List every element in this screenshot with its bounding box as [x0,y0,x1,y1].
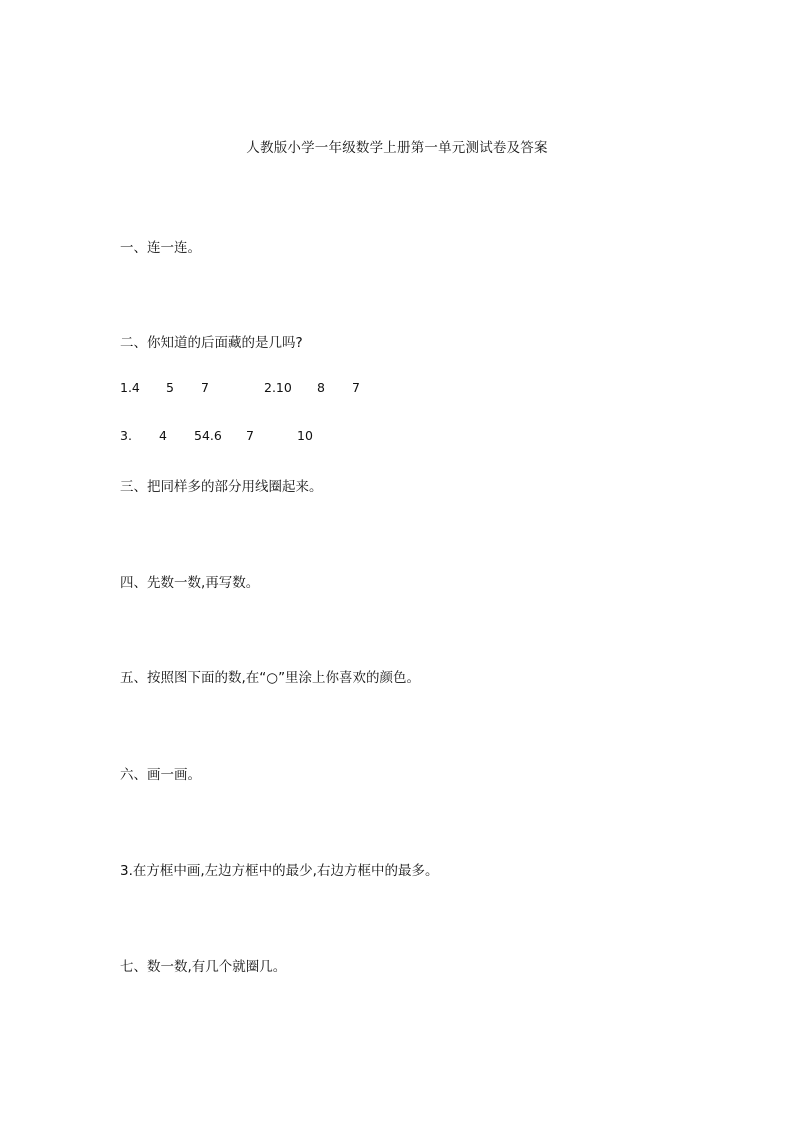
number-cell: 7 [246,428,254,443]
number-cell: 7 [352,380,360,395]
document-title: 人教版小学一年级数学上册第一单元测试卷及答案 [246,140,548,156]
question-3: 三、把同样多的部分用线圈起来。 [120,479,323,495]
question-5: 五、按照图下面的数,在“○”里涂上你喜欢的颜色。 [120,670,421,686]
number-cell: 5 [166,380,174,395]
question-7: 七、数一数,有几个就圈几。 [120,959,287,975]
question-1: 一、连一连。 [120,240,201,256]
number-cell: 3. [120,428,132,443]
number-cell: 10 [297,428,313,443]
number-cell: 8 [317,380,325,395]
number-cell: 4 [159,428,167,443]
number-cell: 7 [201,380,209,395]
number-cell: 1.4 [120,380,140,395]
question-2: 二、你知道的后面藏的是几吗? [120,335,303,351]
number-cell: 2.10 [264,380,292,395]
question-6-item-3: 3.在方框中画,左边方框中的最少,右边方框中的最多。 [120,863,439,879]
question-4: 四、先数一数,再写数。 [120,575,260,591]
question-6: 六、画一画。 [120,767,201,783]
number-cell: 54.6 [194,428,222,443]
